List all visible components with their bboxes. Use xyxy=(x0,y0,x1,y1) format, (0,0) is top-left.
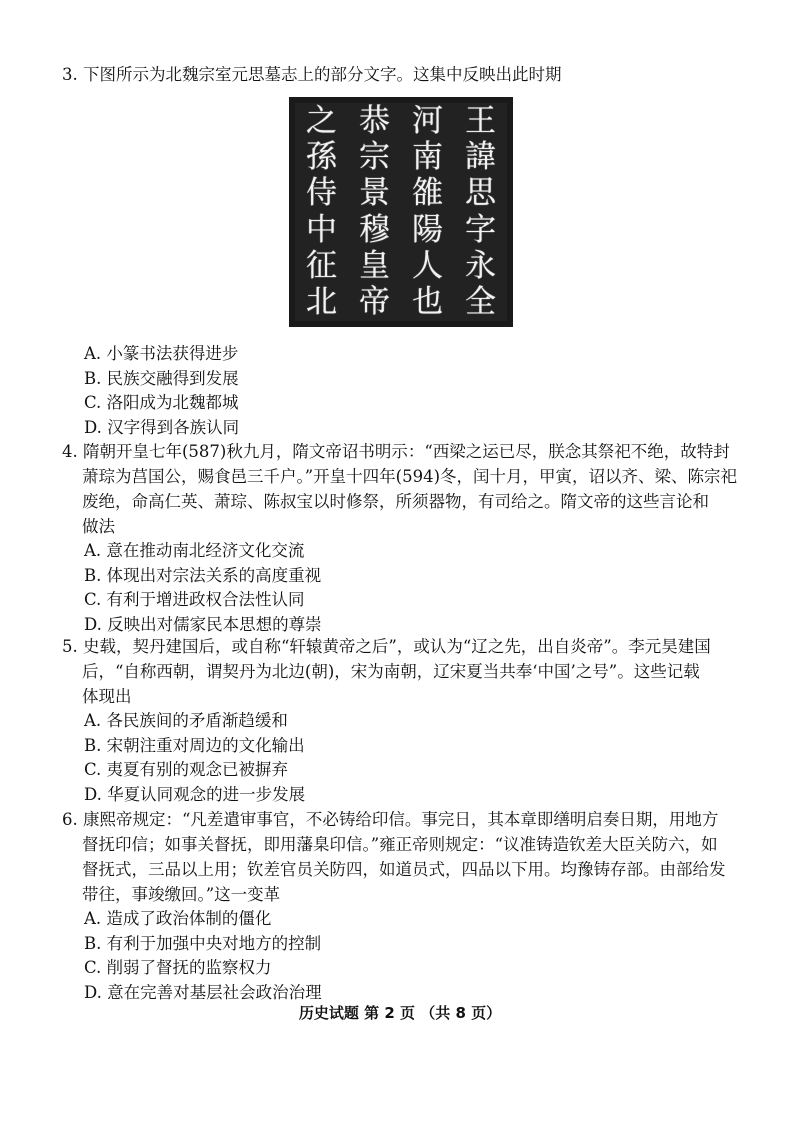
inscription-char: 河 xyxy=(412,102,443,139)
inscription-char: 侍 xyxy=(306,175,337,212)
inscription-char: 孫 xyxy=(306,138,337,175)
q5-option-c: C. 夷夏有别的观念已被摒弃 xyxy=(84,760,289,779)
q5-stem-line-3: 体现出 xyxy=(82,687,132,706)
inscription-char: 南 xyxy=(412,138,443,175)
q4-option-d: D. 反映出对儒家民本思想的尊崇 xyxy=(84,614,322,634)
q5-stem-line-2: 后，“自称西朝，谓契丹为北边(朝)，宋为南朝，辽宋夏当共奉‘中国’之号”。这些记载 xyxy=(82,662,700,681)
q4-stem-line-1: 4. 隋朝开皇七年(587)秋九月，隋文帝诏书明示：“西梁之运已尽，朕念其祭祀不绝，故特封 xyxy=(62,442,730,461)
question-3-options xyxy=(62,342,742,440)
q4-stem-line-4: 做法 xyxy=(82,517,115,536)
inscription-char: 帝 xyxy=(359,284,390,321)
q6-option-b: B. 有利于加强中央对地方的控制 xyxy=(84,933,322,953)
q5-option-a: A. 各民族间的矛盾渐趋缓和 xyxy=(84,711,288,730)
q4-option-a: A. 意在推动南北经济文化交流 xyxy=(84,541,305,560)
q6-stem-line-4: 带往，事竣缴回。”这一变革 xyxy=(82,885,281,904)
inscription-char: 諱 xyxy=(465,138,496,175)
q6-stem-line-2: 督抚印信；如事关督抚，即用藩臬印信。”雍正帝则规定：“议准铸造钦差大臣关防六，如 xyxy=(82,835,718,854)
inscription-char: 人 xyxy=(412,247,443,284)
inscription-char: 字 xyxy=(465,211,496,248)
inscription-char: 全 xyxy=(465,284,496,321)
q3-option-d: D. 汉字得到各族认同 xyxy=(84,417,240,437)
q5-option-b: B. 宋朝注重对周边的文化输出 xyxy=(84,735,305,755)
question-3-stem: 3. 下图所示为北魏宗室元思墓志上的部分文字。这集中反映出此时期 xyxy=(62,65,562,84)
inscription-char: 雒 xyxy=(412,175,443,212)
q6-stem-line-1: 6. 康熙帝规定：“凡差遣审事官，不必铸给印信。事完日，其本章即缮明启奏日期，用地方 xyxy=(62,810,719,829)
inscription-char: 北 xyxy=(306,284,337,321)
q3-option-a: A. 小篆书法获得进步 xyxy=(84,344,239,363)
q4-stem-line-3: 废绝，命高仁英、萧琮、陈叔宝以时修祭，所须器物，有司给之。隋文帝的这些言论和 xyxy=(82,492,709,511)
inscription-char: 穆 xyxy=(359,211,390,248)
q4-option-b: B. 体现出对宗法关系的高度重视 xyxy=(84,565,322,585)
page-footer: 历史试题 第 2 页 （共 8 页） xyxy=(298,1004,502,1022)
inscription-char: 也 xyxy=(412,284,443,321)
q6-option-c: C. 削弱了督抚的监察权力 xyxy=(84,958,272,977)
q6-option-a: A. 造成了政治体制的僵化 xyxy=(84,909,272,928)
tomb-inscription-rubbing xyxy=(289,97,513,327)
inscription-char: 宗 xyxy=(359,138,390,175)
q6-option-d: D. 意在完善对基层社会政治治理 xyxy=(84,982,322,1002)
question-3 xyxy=(62,62,742,87)
q3-option-c: C. 洛阳成为北魏都城 xyxy=(84,393,239,412)
inscription-char: 征 xyxy=(306,247,337,284)
q5-stem-line-1: 5. 史载，契丹建国后，或自称“轩辕黄帝之后”，或认为“辽之先，出自炎帝”。李元昊建国 xyxy=(62,637,711,656)
inscription-char: 永 xyxy=(465,247,496,284)
q4-stem-line-2: 萧琮为莒国公，赐食邑三千户。”开皇十四年(594)冬，闰十月，甲寅，诏以齐、梁、陈宗祀 xyxy=(82,467,738,486)
question-6 xyxy=(62,807,742,1005)
q3-option-b: B. 民族交融得到发展 xyxy=(84,368,239,388)
q6-stem-line-3: 督抚式，三品以上用；钦差官员关防四，如道员式，四品以下用。均豫铸存部。由部给发 xyxy=(82,860,726,879)
inscription-char: 皇 xyxy=(359,247,390,284)
inscription-char: 中 xyxy=(306,211,337,248)
q4-option-c: C. 有利于增进政权合法性认同 xyxy=(84,590,305,609)
inscription-char: 王 xyxy=(465,102,496,139)
inscription-char: 之 xyxy=(306,102,337,139)
inscription-char: 景 xyxy=(359,175,390,212)
question-5 xyxy=(62,634,742,807)
inscription-char: 思 xyxy=(465,175,496,212)
inscription-char: 陽 xyxy=(412,211,443,248)
question-4 xyxy=(62,439,742,637)
inscription-grid xyxy=(295,103,507,321)
inscription-char: 恭 xyxy=(359,102,390,139)
q5-option-d: D. 华夏认同观念的进一步发展 xyxy=(84,784,306,804)
